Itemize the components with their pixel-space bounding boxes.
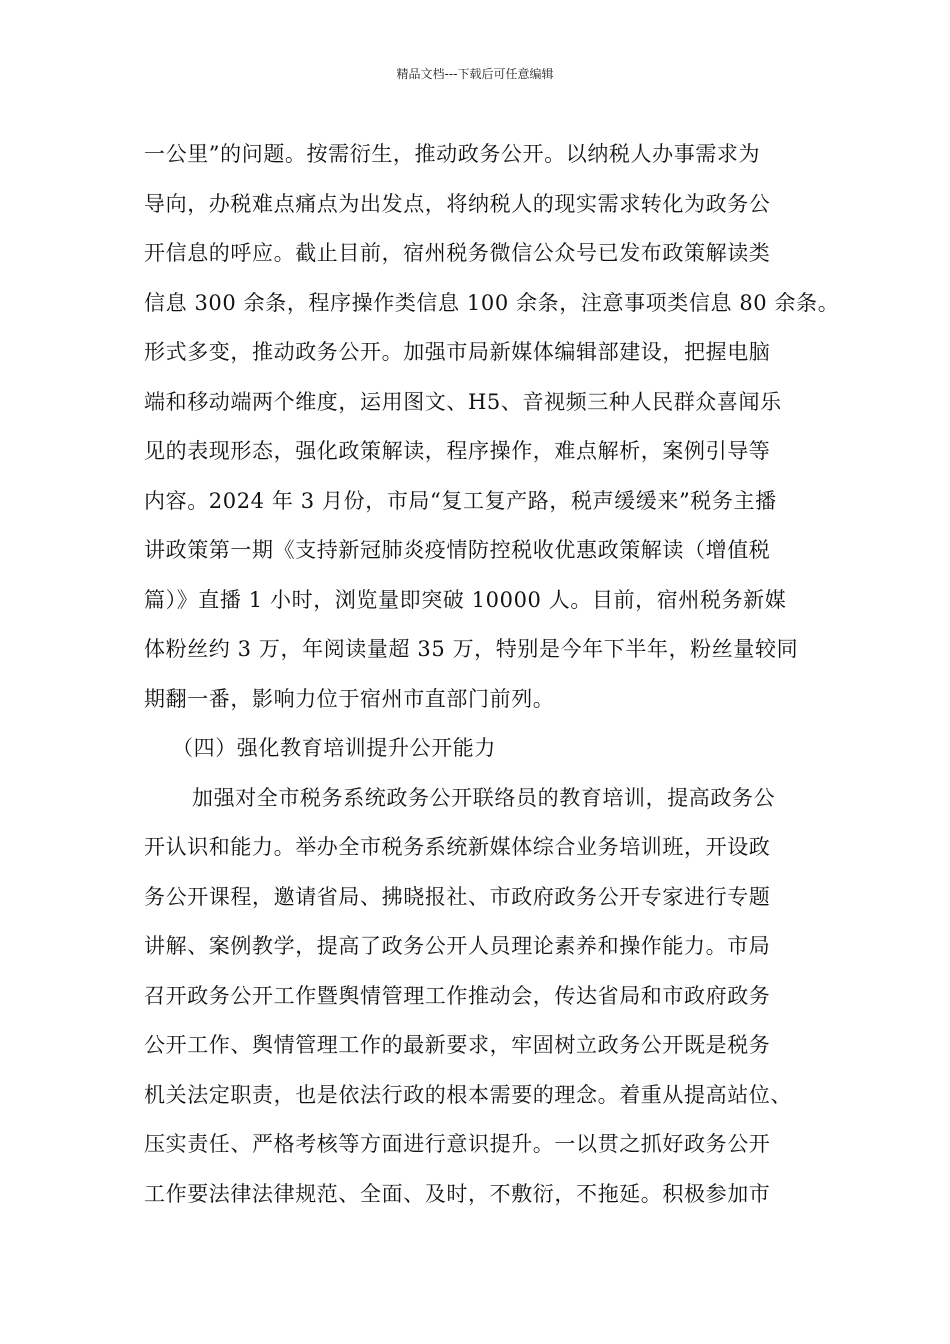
text-line: 讲政策第一期《支持新冠肺炎疫情防控税收优惠政策解读（增值税 [144,538,771,562]
text-line: 开信息的呼应。截止目前，宿州税务微信公众号已发布政策解读类 [144,241,771,265]
text-line: 开认识和能力。举办全市税务系统新媒体综合业务培训班，开设政 [144,835,771,859]
section-heading: （四）强化教育培训提升公开能力 [172,736,496,760]
document-body [144,130,840,1219]
text-line: 工作要法律法律规范、全面、及时，不敷衍，不拖延。积极参加市 [144,1181,771,1206]
text-line: 见的表现形态，强化政策解读，程序操作，难点解析，案例引导等 [144,439,771,463]
text-line: 一公里”的问题。按需衍生，推动政务公开。以纳税人办事需求为 [144,142,761,166]
text-line: 讲解、案例教学，提高了政务公开人员理论素养和操作能力。市局 [144,934,771,958]
page-header: 精品文档---下载后可任意编辑 [396,67,554,81]
text-line: 导向，办税难点痛点为出发点，将纳税人的现实需求转化为政务公 [144,191,771,216]
text-line: 公开工作、舆情管理工作的最新要求，牢固树立政务公开既是税务 [144,1033,771,1057]
text-line: 形式多变，推动政务公开。加强市局新媒体编辑部建设，把握电脑 [144,340,771,364]
text-line: 信息 300 余条，程序操作类信息 100 余条，注意事项类信息 80 余条。 [144,290,840,315]
text-line: 期翻一番，影响力位于宿州市直部门前列。 [144,686,555,711]
text-line: 召开政务公开工作暨舆情管理工作推动会，传达省局和市政府政务 [144,983,771,1008]
text-line: 篇）》直播 1 小时，浏览量即突破 10000 人。目前，宿州税务新媒 [144,587,787,612]
text-line: 端和移动端两个维度，运用图文、H5、音视频三种人民群众喜闻乐 [144,389,782,414]
text-line: 加强对全市税务系统政务公开联络员的教育培训，提高政务公 [192,785,776,810]
text-line: 务公开课程，邀请省局、拂晓报社、市政府政务公开专家进行专题 [144,884,771,909]
text-line: 体粉丝约 3 万，年阅读量超 35 万，特别是今年下半年，粉丝量较同 [144,637,799,661]
text-line: 压实责任、严格考核等方面进行意识提升。一以贯之抓好政务公开 [144,1132,771,1156]
text-line: 机关法定职责，也是依法行政的根本需要的理念。着重从提高站位、 [144,1082,792,1107]
text-line: 内容。2024 年 3 月份，市局“复工复产路，税声缓缓来”税务主播 [144,488,777,513]
